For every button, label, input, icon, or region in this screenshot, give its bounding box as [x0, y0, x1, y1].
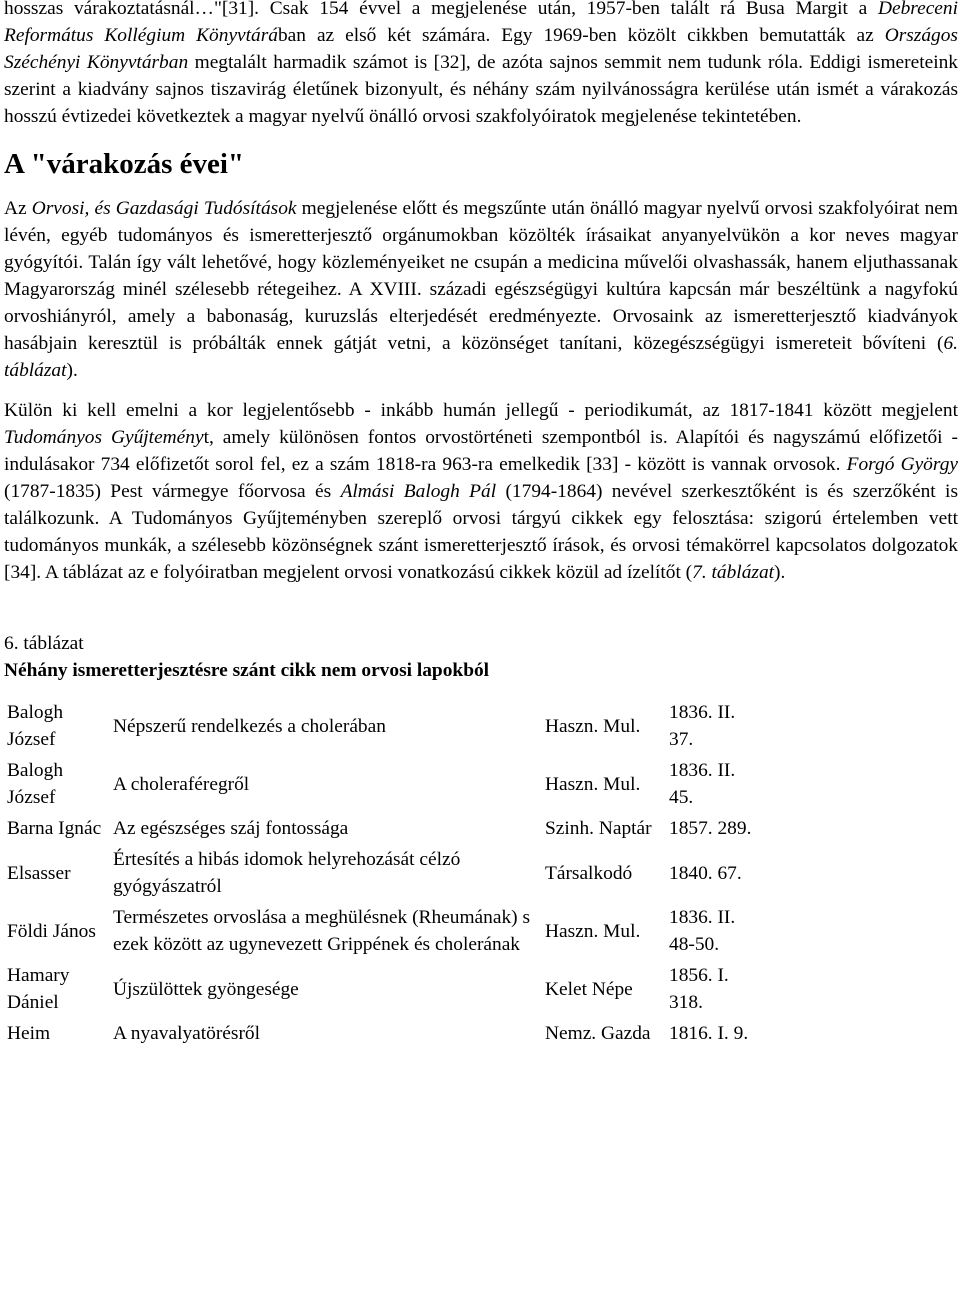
table-row — [4, 903, 762, 959]
cell-title: A nyavalyatörésről — [113, 1023, 261, 1044]
intro-text: hosszas várakoztatásnál…"[31]. Csak 154 évvel a megjelenése után, 1957-ben talált rá Busa Margit a — [4, 0, 878, 19]
intro-paragraph — [4, 0, 958, 130]
italic-person-name: Almási Balogh Pál — [340, 481, 497, 502]
italic-person-name: Forgó György — [846, 454, 959, 475]
table-row — [4, 845, 762, 901]
cell-reference: 1836. II. 48-50. — [669, 907, 736, 955]
cell-source: Kelet Népe — [545, 978, 633, 1000]
intro-text: megtalált harmadik számot is [32], de azóta sajnos semmit nem tudunk róla. Eddigi ismereteink szerint a kiadvány sajnos tiszavirág életűnek bizonyult, és néhány szám nyilvánosságra kerülése után ismét a várakozás hosszú évtizedei következtek a magyar nyelvű önálló orvosi szakfolyóiratok megjelenése tekintetében. — [4, 52, 959, 127]
text-run: Az — [4, 198, 32, 219]
cell-author: Heim — [7, 1023, 51, 1044]
table-row — [4, 814, 762, 843]
text-run: t, amely különösen fontos orvostörténeti szempontból is. Alapítói és nagyszámú előfizetői - indulásakor 734 előfizetőt sorol fel, ez a szám 1818-ra 963-ra emelkedik [33] - között is vannak orvosok. — [4, 427, 958, 475]
text-run: ). — [774, 562, 786, 583]
cell-author: Balogh József — [7, 702, 64, 750]
articles-table — [2, 696, 764, 1050]
section-heading: A "várakozás évei" — [4, 148, 245, 180]
table-row — [4, 961, 762, 1017]
cell-title: Népszerű rendelkezés a cholerában — [113, 715, 386, 737]
text-run: Külön ki kell emelni a kor legjelentősebb - inkább humán jellegű - periodikumát, az 1817-1841 között megjelent — [4, 400, 958, 421]
table-caption-title: Néhány ismeretterjesztésre szánt cikk nem orvosi lapokból — [4, 660, 490, 681]
cell-reference: 1836. II. 45. — [669, 760, 736, 808]
cell-reference: 1840. 67. — [669, 862, 742, 884]
cell-author: Földi János — [7, 920, 96, 942]
paragraph-1 — [4, 195, 958, 384]
cell-title: A choleraféregről — [113, 773, 250, 795]
cell-source: Haszn. Mul. — [545, 920, 641, 942]
text-run: (1787-1835) Pest vármegye főorvosa és — [4, 481, 341, 502]
table-reference: 7. táblázat — [692, 562, 775, 583]
cell-title: Természetes orvoslása a meghülésnek (Rheumának) s ezek között az ugynevezett Grippének és cholerának — [113, 907, 531, 955]
cell-author: Barna Ignác — [7, 818, 102, 839]
cell-source: Szinh. Naptár — [545, 818, 652, 839]
cell-reference: 1816. I. 9. — [669, 1023, 749, 1044]
text-run: (1794-1864) nevével szerkesztőként is és szerzőként is találkozunk. A Tudományos Gyűjteményben szereplő orvosi tárgyú cikkek egy felosztása: szigorú értelemben vett tudományos munkák, a szélesebb közönségnek szánt ismeretterjesztő írások, és orvosi témakörrel kapcsolatos dolgozatok [34]. A táblázat az e folyóiratban megjelent orvosi vonatkozású cikkek közül ad ízelítőt ( — [4, 481, 958, 583]
cell-source: Haszn. Mul. — [545, 715, 641, 737]
text-run: ). — [66, 360, 78, 381]
cell-reference: 1856. I. 318. — [669, 965, 729, 1013]
cell-source: Haszn. Mul. — [545, 773, 641, 795]
cell-title: Az egészséges száj fontossága — [113, 818, 349, 839]
cell-author: Hamary Dániel — [7, 965, 70, 1013]
italic-journal-title: Orvosi, és Gazdasági Tudósítások — [31, 198, 297, 219]
italic-journal-title: Tudományos Gyűjtemény — [4, 427, 204, 448]
cell-title: Újszülöttek gyöngesége — [113, 978, 299, 1000]
table-caption-number: 6. táblázat — [4, 633, 84, 654]
intro-text: ban az első két számára. Egy 1969-ben közölt cikkben bemutatták az — [277, 25, 885, 46]
table-row — [4, 698, 762, 754]
cell-reference: 1836. II. 37. — [669, 702, 736, 750]
table-reference: 6. táblázat — [4, 333, 958, 381]
cell-title: Értesítés a hibás idomok helyrehozását célzó gyógyászatról — [113, 849, 461, 897]
cell-reference: 1857. 289. — [669, 818, 752, 839]
cell-source: Társalkodó — [545, 862, 633, 884]
cell-source: Nemz. Gazda — [545, 1023, 651, 1044]
intro-italic-oszk: Országos Széchényi Könyvtárban — [4, 25, 958, 73]
table-row — [4, 756, 762, 812]
text-run: megjelenése előtt és megszűnte után önálló magyar nyelvű orvosi szakfolyóirat nem lévén, egyéb tudományos és ismeretterjesztő orgánumokban közölték írásaikat anyanyelvükön a kor neves magyar gyógyítói. Talán így vált lehetővé, hogy közleményeiket ne csupán a medicina művelői olvashassák, hanem eljuthassanak Magyarország minél szélesebb rétegeihez. A XVIII. századi egészségügyi kultúra kapcsán már beszéltünk a nagyfokú orvoshiányról, amely a babonaság, kuruzslás elterjedését eredményezte. Orvosaink az ismeretterjesztő kiadványok hasábjain keresztül is próbálták ennek gátját vetni, a közönséget tanítani, közegészségügyi ismereteit bővíteni ( — [4, 198, 958, 354]
cell-author: Balogh József — [7, 760, 64, 808]
table-row — [4, 1019, 762, 1048]
cell-author: Elsasser — [7, 862, 71, 884]
paragraph-2 — [4, 397, 958, 586]
document-page — [4, 0, 958, 1050]
intro-italic-library: Debreceni Református Kollégium Könyvtárá — [4, 0, 958, 46]
